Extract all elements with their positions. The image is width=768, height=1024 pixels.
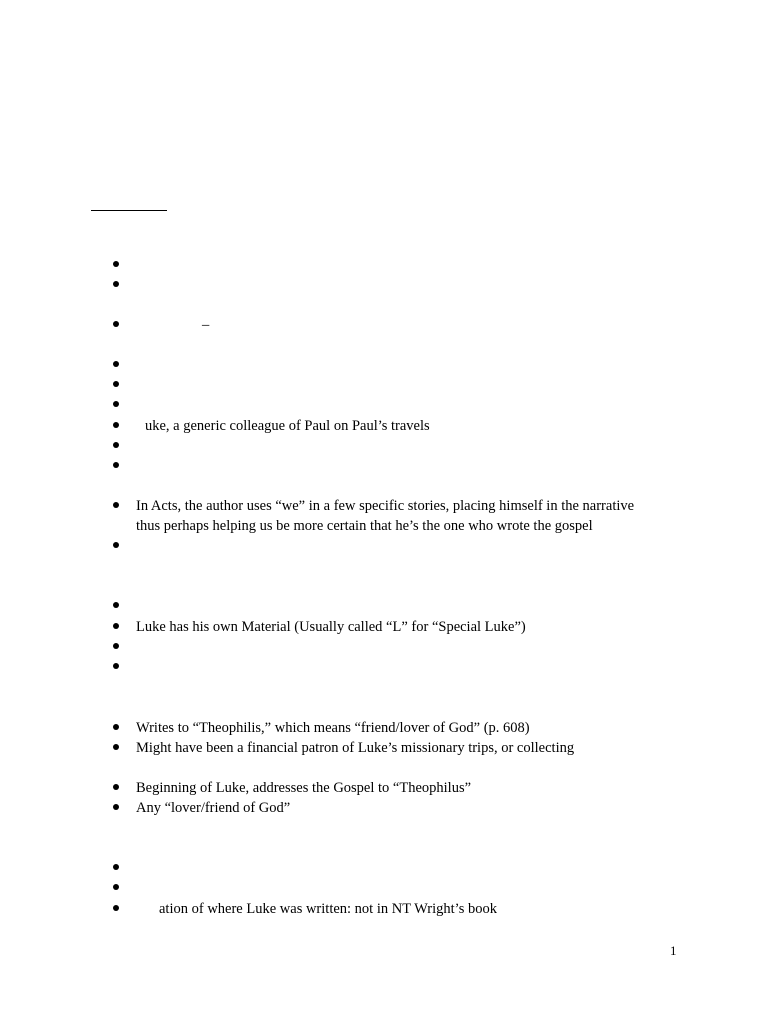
bullet-icon bbox=[113, 542, 119, 548]
bullet-icon bbox=[113, 804, 119, 810]
list-item bbox=[0, 738, 768, 758]
list-item-text: Writes to “Theophilis,” which means “friend/lover of God” (p. 608) bbox=[136, 720, 530, 736]
bullet-icon bbox=[113, 784, 119, 790]
bullet-icon bbox=[113, 884, 119, 890]
list-item-text: In Acts, the author uses “we” in a few specific stories, placing himself in the narrative bbox=[136, 498, 635, 514]
bullet-icon bbox=[113, 321, 119, 327]
bullet-icon bbox=[113, 623, 119, 629]
list-item bbox=[0, 355, 768, 375]
list-item bbox=[0, 536, 768, 556]
list-item bbox=[0, 255, 768, 275]
list-item-text: Beginning of Luke, addresses the Gospel to “Theophilus” bbox=[136, 780, 472, 796]
bullet-icon bbox=[113, 502, 119, 508]
list-item bbox=[0, 637, 768, 657]
list-item-text: uke, a generic colleague of Paul on Paul’s travels bbox=[145, 418, 430, 434]
bullet-icon bbox=[113, 643, 119, 649]
list-item-continuation: thus perhaps helping us be more certain that he’s the one who wrote the gospel bbox=[136, 518, 593, 534]
list-item-text: Any “lover/friend of God” bbox=[136, 800, 291, 816]
bullet-icon bbox=[113, 361, 119, 367]
list-item bbox=[0, 617, 768, 637]
list-item bbox=[0, 496, 768, 536]
list-item-text: ation of where Luke was written: not in NT Wright’s book bbox=[159, 901, 497, 917]
bullet-icon bbox=[113, 462, 119, 468]
bullet-icon bbox=[113, 864, 119, 870]
list-item bbox=[0, 416, 768, 436]
list-item bbox=[0, 778, 768, 798]
list-item bbox=[0, 899, 768, 919]
bullet-icon bbox=[113, 905, 119, 911]
list-item bbox=[0, 798, 768, 818]
bullet-icon bbox=[113, 724, 119, 730]
list-item bbox=[0, 456, 768, 476]
bullet-icon bbox=[113, 281, 119, 287]
list-item-text: – bbox=[202, 317, 210, 333]
list-item bbox=[0, 315, 768, 335]
bullet-icon bbox=[113, 381, 119, 387]
bullet-icon bbox=[113, 744, 119, 750]
bullet-icon bbox=[113, 422, 119, 428]
bullet-icon bbox=[113, 261, 119, 267]
list-item bbox=[0, 657, 768, 677]
list-item bbox=[0, 395, 768, 415]
list-item bbox=[0, 858, 768, 878]
bullet-icon bbox=[113, 663, 119, 669]
list-item-text: Might have been a financial patron of Luke’s missionary trips, or collecting bbox=[136, 740, 575, 756]
bullet-icon bbox=[113, 602, 119, 608]
list-item bbox=[0, 718, 768, 738]
list-item bbox=[0, 878, 768, 898]
bullet-icon bbox=[113, 401, 119, 407]
list-item bbox=[0, 375, 768, 395]
heading-underline bbox=[91, 210, 167, 211]
page-number: 1 bbox=[670, 943, 677, 958]
list-item bbox=[0, 436, 768, 456]
list-item bbox=[0, 275, 768, 295]
list-item bbox=[0, 596, 768, 616]
bullet-icon bbox=[113, 442, 119, 448]
list-item-text: Luke has his own Material (Usually called “L” for “Special Luke”) bbox=[136, 619, 526, 635]
